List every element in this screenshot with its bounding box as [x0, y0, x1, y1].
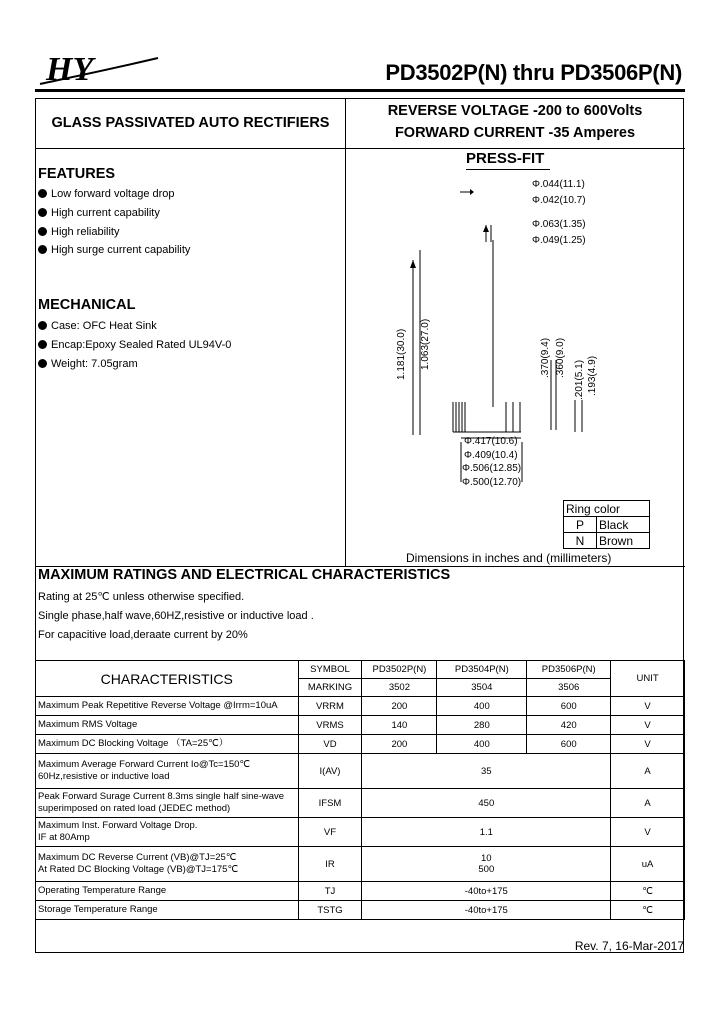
diameter-symbol: Φ	[532, 235, 540, 246]
row-value: 200	[362, 697, 437, 716]
row-unit: A	[611, 789, 685, 818]
list-item	[38, 336, 231, 355]
logo-text: HY	[46, 52, 94, 88]
dim-length-max: 1.181(30.0)	[396, 328, 407, 380]
diameter-symbol: Φ	[464, 436, 472, 447]
row-value: 1.1	[362, 818, 611, 847]
row-value: 600	[527, 735, 611, 754]
desc-line: Peak Forward Surage Current 8.3ms single half sine-wave	[38, 791, 285, 802]
dim-knurl-min: .193(4.9)	[587, 355, 598, 396]
part-header: PD3506P(N)	[527, 661, 611, 679]
row-value: 140	[362, 716, 437, 735]
row-description	[36, 818, 299, 847]
table-row	[564, 517, 650, 533]
mechanical-heading: MECHANICAL	[38, 297, 136, 313]
row-symbol: IR	[298, 847, 362, 882]
rating-note: Rating at 25℃ unless otherwise specified.	[38, 591, 245, 603]
diameter-symbol: Φ	[532, 195, 540, 206]
feature-text: High surge current capability	[51, 244, 191, 257]
header-rule	[35, 89, 685, 92]
part-range-title: PD3502P(N) thru PD3506P(N)	[385, 60, 682, 85]
row-value: 280	[437, 716, 527, 735]
marking-value: 3502	[362, 679, 437, 697]
dim-base-dia-4	[462, 477, 521, 488]
dim-value: .417(10.6)	[471, 436, 518, 447]
product-type: GLASS PASSIVATED AUTO RECTIFIERS	[51, 115, 330, 131]
dim-height-min: .360(9.0)	[555, 337, 566, 378]
characteristics-header: CHARACTERISTICS	[36, 661, 299, 697]
table-row	[36, 818, 685, 847]
bullet-icon	[38, 208, 47, 217]
row-unit: V	[611, 716, 685, 735]
row-value: -40to+175	[362, 901, 611, 920]
row-unit: V	[611, 697, 685, 716]
dim-base-dia-2	[464, 450, 518, 461]
bullet-icon	[38, 245, 47, 254]
logo-graphic	[38, 52, 162, 88]
package-name: PRESS-FIT	[466, 150, 545, 167]
row-unit: uA	[611, 847, 685, 882]
dim-base-dia-1	[464, 436, 518, 447]
desc-line: 60Hz,resistive or inductive load	[38, 771, 170, 782]
row-unit: ℃	[611, 901, 685, 920]
rating-notes	[38, 588, 314, 645]
header-divider	[35, 148, 685, 149]
row-symbol: VRRM	[298, 697, 362, 716]
ring-color-title: Ring color	[564, 501, 650, 517]
mechanical-text: Weight: 7.05gram	[51, 357, 138, 370]
dim-length-min: 1.063(27.0)	[420, 318, 431, 370]
bullet-icon	[38, 359, 47, 368]
list-item	[38, 185, 190, 204]
row-symbol: TSTG	[298, 901, 362, 920]
table-row	[36, 882, 685, 901]
table-row	[36, 697, 685, 716]
feature-text: High current capability	[51, 206, 160, 219]
diameter-symbol: Φ	[532, 219, 540, 230]
table-row	[36, 716, 685, 735]
row-unit: V	[611, 818, 685, 847]
diameter-symbol: Φ	[532, 179, 540, 190]
ring-color-table	[563, 500, 650, 549]
dim-value: .506(12.85)	[469, 463, 522, 474]
bullet-icon	[38, 189, 47, 198]
characteristics-table	[35, 660, 685, 920]
desc-line: IF at 80Amp	[38, 832, 90, 843]
desc-line: superimposed on rated load (JEDEC method)	[38, 803, 231, 814]
row-description	[36, 847, 299, 882]
rating-note: For capacitive load,deraate current by 20%	[38, 629, 248, 641]
diameter-symbol: Φ	[464, 450, 472, 461]
row-symbol: I(AV)	[298, 754, 362, 789]
dim-height-max: .370(9.4)	[540, 337, 551, 378]
row-symbol: VRMS	[298, 716, 362, 735]
ring-color-value: Brown	[597, 533, 650, 549]
dim-value: .049(1.25)	[539, 235, 586, 246]
symbol-header: SYMBOL	[298, 661, 362, 679]
row-value	[362, 847, 611, 882]
row-value: 400	[437, 735, 527, 754]
reverse-voltage-summary: REVERSE VOLTAGE -200 to 600Volts	[387, 103, 643, 119]
row-unit: A	[611, 754, 685, 789]
row-symbol: VF	[298, 818, 362, 847]
value-line: 10	[481, 853, 492, 864]
table-row	[36, 789, 685, 818]
desc-line: At Rated DC Blocking Voltage (VB)@TJ=175℃	[38, 864, 239, 875]
rating-note: Single phase,half wave,60HZ,resistive or inductive load .	[38, 610, 314, 622]
list-item	[38, 317, 231, 336]
row-value: 400	[437, 697, 527, 716]
table-header-row	[36, 661, 685, 679]
row-unit: V	[611, 735, 685, 754]
features-list	[38, 185, 190, 260]
dim-base-dia-3	[462, 463, 521, 474]
ratings-summary	[346, 100, 684, 144]
max-ratings-title: MAXIMUM RATINGS AND ELECTRICAL CHARACTERISTICS	[38, 567, 451, 583]
unit-header: UNIT	[611, 661, 685, 697]
row-description	[36, 789, 299, 818]
row-value: -40to+175	[362, 882, 611, 901]
table-row	[36, 735, 685, 754]
row-value: 450	[362, 789, 611, 818]
dim-body-dia-min	[532, 235, 586, 246]
features-heading: FEATURES	[38, 166, 116, 182]
forward-current-summary: FORWARD CURRENT -35 Amperes	[394, 125, 636, 141]
table-row	[564, 533, 650, 549]
mechanical-text: Case: OFC Heat Sink	[51, 320, 157, 332]
row-description: Operating Temperature Range	[36, 882, 299, 901]
ring-code: P	[564, 517, 597, 533]
feature-text: Low forward voltage drop	[51, 188, 175, 200]
row-description	[36, 754, 299, 789]
dim-lead-dia-min	[532, 195, 586, 206]
company-logo	[38, 52, 162, 88]
diameter-symbol: Φ	[462, 477, 470, 488]
revision-label: Rev. 7, 16-Mar-2017	[574, 939, 684, 953]
row-description: Maximum DC Blocking Voltage （TA=25℃）	[36, 735, 299, 754]
list-item	[38, 204, 190, 223]
row-description: Storage Temperature Range	[36, 901, 299, 920]
bullet-icon	[38, 227, 47, 236]
row-value: 35	[362, 754, 611, 789]
row-value: 420	[527, 716, 611, 735]
mechanical-list	[38, 317, 231, 373]
feature-text: High reliability	[51, 225, 120, 238]
marking-value: 3506	[527, 679, 611, 697]
table-row	[36, 847, 685, 882]
value-line: 500	[478, 864, 495, 875]
table-row	[36, 901, 685, 920]
row-description: Maximum Peak Repetitive Reverse Voltage @Irrm=10uA	[36, 697, 299, 716]
list-item	[38, 355, 231, 374]
row-description: Maximum RMS Voltage	[36, 716, 299, 735]
row-value: 600	[527, 697, 611, 716]
part-header: PD3504P(N)	[437, 661, 527, 679]
dim-value: .409(10.4)	[471, 450, 518, 461]
row-unit: ℃	[611, 882, 685, 901]
row-symbol: TJ	[298, 882, 362, 901]
dim-value: .063(1.35)	[539, 219, 586, 230]
desc-line: Maximum Inst. Forward Voltage Drop.	[38, 820, 198, 831]
mechanical-text: Encap:Epoxy Sealed Rated UL94V-0	[51, 338, 232, 351]
row-value: 200	[362, 735, 437, 754]
desc-line: Maximum Average Forward Current Io@Tc=150℃	[38, 759, 251, 770]
diameter-symbol: Φ	[462, 463, 470, 474]
row-symbol: IFSM	[298, 789, 362, 818]
dim-body-dia-max	[532, 219, 586, 230]
bullet-icon	[38, 321, 47, 330]
dim-value: .500(12.70)	[469, 477, 522, 488]
dim-value: .042(10.7)	[539, 195, 586, 206]
desc-line: Maximum DC Reverse Current (VB)@TJ=25℃	[38, 852, 237, 863]
bullet-icon	[38, 340, 47, 349]
row-symbol: VD	[298, 735, 362, 754]
dimensions-note: Dimensions in inches and (millimeters)	[406, 551, 612, 565]
dim-knurl-max: .201(5.1)	[574, 359, 585, 400]
dim-value: .044(11.1)	[539, 179, 585, 190]
ring-code: N	[564, 533, 597, 549]
marking-header: MARKING	[298, 679, 362, 697]
ring-color-value: Black	[597, 517, 650, 533]
dim-lead-dia-max	[532, 179, 585, 190]
part-header: PD3502P(N)	[362, 661, 437, 679]
list-item	[38, 223, 190, 242]
marking-value: 3504	[437, 679, 527, 697]
list-item	[38, 241, 190, 260]
table-row	[36, 754, 685, 789]
